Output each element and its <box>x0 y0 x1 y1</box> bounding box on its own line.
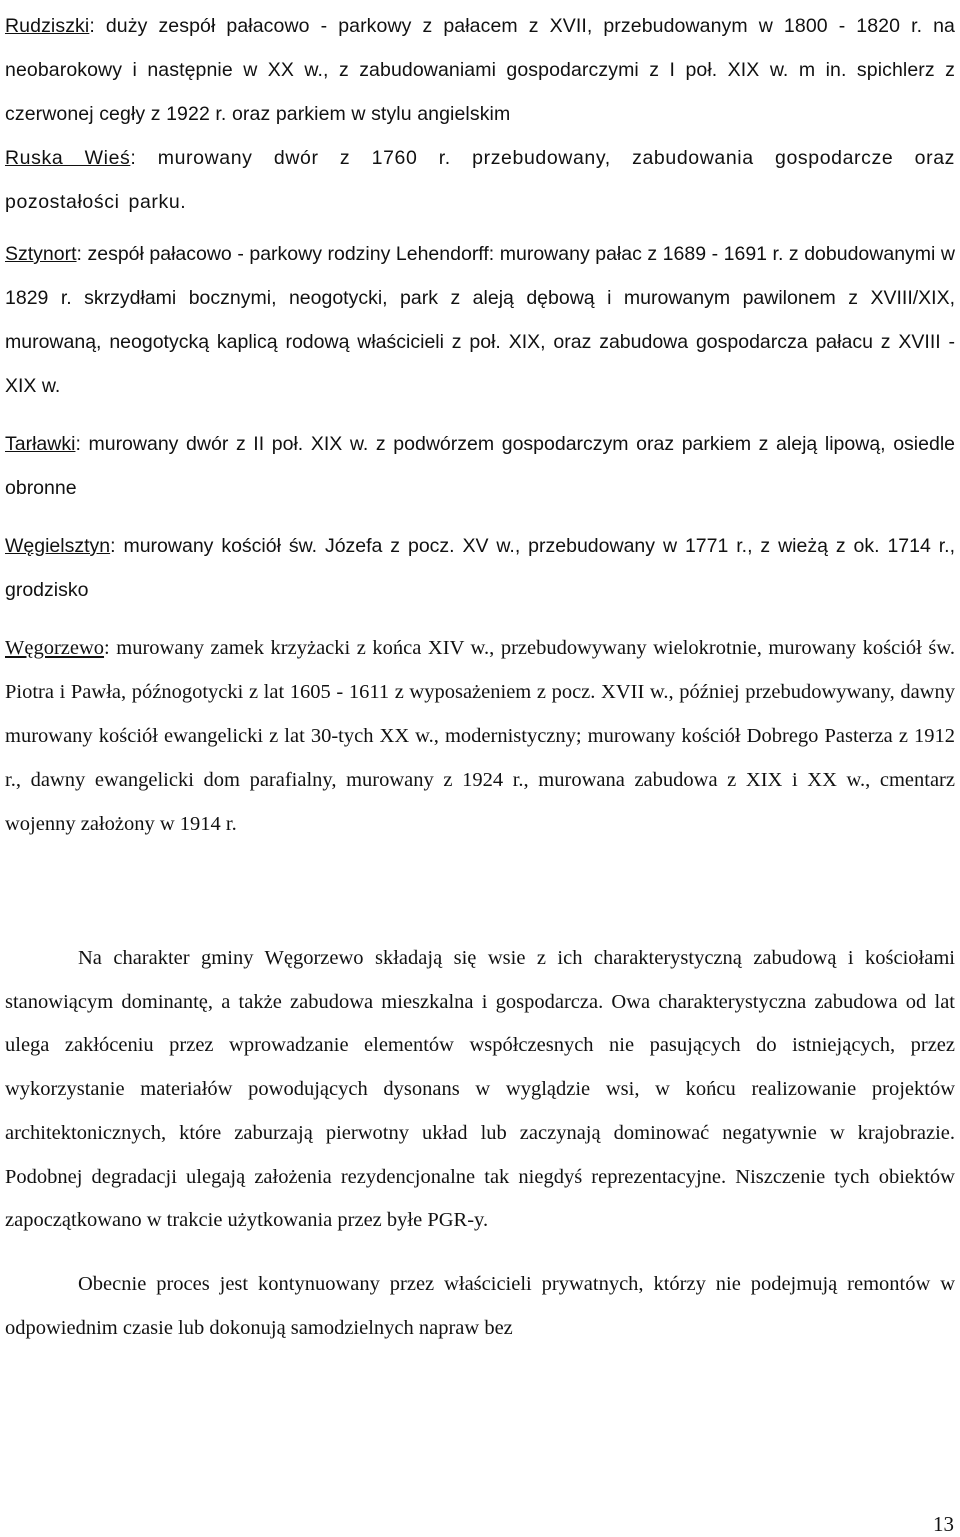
document-page <box>5 4 955 1350</box>
entry-place: Ruska Wieś <box>5 147 131 169</box>
paragraph-2: Obecnie proces jest kontynuowany przez właścicieli prywatnych, którzy nie podejmują remontów w odpowiednim czasie lub dokonują samodzielnych napraw bez <box>5 1272 955 1339</box>
entry-place: Sztynort <box>5 243 77 265</box>
entry-text: : murowany dwór z II poł. XIX w. z podwórzem gospodarczym oraz parkiem z aleją lipową, osiedle obronne <box>5 433 955 499</box>
entry-place: Węgielsztyn <box>5 535 111 557</box>
entry-place: Tarławki <box>5 433 76 455</box>
entry-place: Węgorzewo <box>5 637 105 659</box>
entry-text: : duży zespół pałacowo - parkowy z pałacem z XVII, przebudowanym w 1800 - 1820 r. na neobarokowy i następnie w XX w., z zabudowaniami gospodarczymi z I poł. XIX w. m in. spichlerz z czerwonej cegły z 1922 r. oraz parkiem w stylu angielskim <box>5 15 955 125</box>
entry-text: : murowany zamek krzyżacki z końca XIV w., przebudowywany wielokrotnie, murowany kościół św. Piotra i Pawła, późnogotycki z lat 1605 - 1611 z wyposażeniem z pocz. XVII w., później przebudowywany, dawny murowany kościół ewangelicki z lat 30-tych XX w., modernistyczny; murowany kościół Dobrego Pasterza z 1912 r., dawny ewangelicki dom parafialny, murowany z 1924 r., murowana zabudowa z XIX i XX w., cmentarz wojenny założony w 1914 r. <box>5 637 955 835</box>
entry-ruska-wies <box>5 136 955 224</box>
entry-wegorzewo <box>5 626 955 846</box>
entry-text: : murowany kościół św. Józefa z pocz. XV w., przebudowany w 1771 r., z wieżą z ok. 1714 r., grodzisko <box>5 535 955 601</box>
entry-text: : murowany dwór z 1760 r. przebudowany, zabudowania gospodarcze oraz pozostałości parku. <box>5 147 955 213</box>
entry-text: : zespół pałacowo - parkowy rodziny Lehendorff: murowany pałac z 1689 - 1691 r. z dobudowanymi w 1829 r. skrzydłami bocznymi, neogotycki, park z aleją dębową i murowanym pawilonem z XVIII/XIX, murowaną, neogotycką kaplicą rodową właścicieli z poł. XIX, oraz zabudowa gospodarcza pałacu z XVIII - XIX w. <box>5 243 955 397</box>
entry-sztynort <box>5 232 955 408</box>
paragraph-1: Na charakter gminy Węgorzewo składają się wsie z ich charakterystyczną zabudową i kościołami stanowiącym dominantę, a także zabudowa mieszkalna i gospodarcza. Owa charakterystyczna zabudowa od lat ulega zakłóceniu przez wprowadzanie elementów współczesnych nie pasujących do istniejących, przez wykorzystanie materiałów powodujących dysonans w wyglądzie wsi, w końcu realizowanie projektów architektonicznych, które zaburzają pierwotny układ lub zaczynają dominować negatywnie w krajobrazie. Podobnej degradacji ulegają założenia rezydencjonalne tak niegdyś reprezentacyjne. Niszczenie tych obiektów zapoczątkowano w trakcie użytkowania przez byłe PGR-y. <box>5 947 955 1232</box>
spacer <box>5 1243 955 1263</box>
entry-rudziszki <box>5 4 955 136</box>
entry-tarlawki <box>5 422 955 510</box>
entry-wegielsztyn <box>5 524 955 612</box>
spacer <box>5 860 955 937</box>
page-number: 13 <box>933 1512 954 1536</box>
entry-place: Rudziszki <box>5 15 90 37</box>
